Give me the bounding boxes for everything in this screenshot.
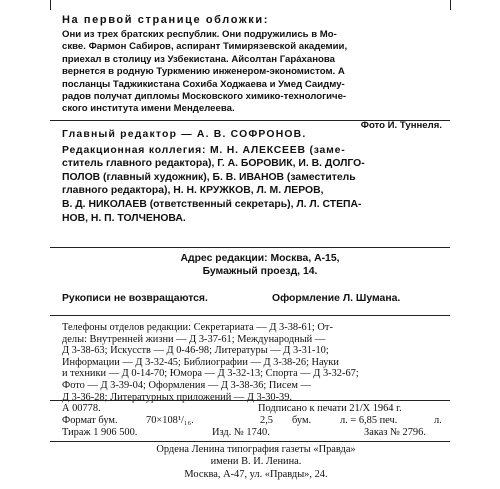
divider	[50, 120, 450, 121]
divider	[50, 315, 450, 316]
phone-line: делы: Внутренней жизни — Д 3-37-61; Международный —	[62, 333, 326, 345]
cover-line: приехал в столицу из Узбекистана. Айсолтан Гарáханова	[62, 53, 335, 65]
editorial-line: НОВ, Н. П. ТОЛЧЕНОВА.	[62, 212, 186, 224]
edition-number: Изд. № 1740.	[212, 426, 270, 438]
cover-line: Они из трех братских республик. Они подружились в Мо-	[62, 29, 337, 40]
address-line: Бумажный проезд, 14.	[202, 266, 318, 277]
divider	[50, 247, 450, 248]
cover-description	[62, 14, 450, 131]
editorial-line: ститель главного редактора), Г. А. БОРОВИК, И. В. ДОЛГО-	[62, 158, 365, 170]
print-sheets-unit: л.	[434, 414, 442, 426]
paper-sheets: 2,5	[260, 414, 273, 426]
top-left-tick	[50, 0, 51, 10]
phone-line: Д 3-38-63; Искусств — Д 0-46-98; Литературы — Д 3-31-10;	[62, 345, 329, 357]
signed-to-print: Подписано к печати 21/X 1964 г.	[258, 403, 402, 414]
cover-heading: На первой странице обложки:	[62, 14, 270, 26]
printer-line: имени В. И. Ленина.	[210, 456, 302, 468]
editorial-line: ПОЛОВ (главный художник), Б. В. ИВАНОВ (заместитель	[62, 171, 356, 183]
manuscripts-note: Рукописи не возвращаются.	[62, 293, 208, 304]
cover-line: вернется в родную Туркмению инженером-экономистом. А	[62, 66, 345, 78]
phone-line: Телефоны отделов редакции: Секретариата — Д 3-38-61; От-	[62, 322, 333, 333]
divider	[50, 441, 450, 442]
pub-row	[62, 415, 450, 427]
phone-line: Д 3-36-28; Литературных приложений — Д 3-30-39.	[62, 391, 293, 403]
paper-label: бум.	[292, 414, 312, 426]
editorial-address	[130, 252, 390, 278]
address-line: Адрес редакции: Москва, А-15,	[180, 253, 340, 264]
format-label: Формат бум.	[62, 414, 118, 426]
cover-line: ского института имени Менделеева.	[62, 103, 235, 115]
editorial-line: В. Д. НИКОЛАЕВ (ответственный секретарь), Л. Л. СТЕПА-	[62, 198, 362, 210]
print-run: Тираж 1 906 500.	[62, 426, 138, 438]
print-sheets: л. = 6,85 печ.	[340, 414, 398, 426]
pub-row	[62, 427, 450, 439]
top-right-tick	[450, 0, 451, 10]
phone-line: Фото — Д 3-39-04; Оформления — Д 3-38-36; Писем —	[62, 379, 311, 391]
pub-row	[62, 403, 450, 415]
phone-directory	[62, 322, 450, 403]
editor-in-chief: Главный редактор — А. В. СОФРОНОВ.	[62, 129, 307, 140]
cover-line: радов получат дипломы Московского химико-технологиче-	[62, 91, 347, 103]
photo-credit: Фото И. Туннеля.	[360, 119, 442, 131]
cover-line: посланцы Таджикистана Сохиба Ходжаева и Умед Саидму-	[62, 78, 345, 90]
publication-details	[62, 403, 450, 438]
editorial-board	[62, 128, 444, 225]
printer-line: Москва, А-47, ул. «Правды», 24.	[184, 468, 328, 480]
printer-line: Ордена Ленина типография газеты «Правда»	[156, 444, 356, 455]
order-code: А 00778.	[62, 403, 101, 414]
cover-line: скве. Фармон Сабиров, аспирант Тимирязевской академии,	[62, 41, 348, 53]
printing-house	[62, 444, 450, 481]
divider	[50, 400, 450, 401]
editorial-line: Редакционная коллегия: М. Н. АЛЕКСЕЕВ (заме-	[62, 144, 346, 156]
order-number: Заказ № 2796.	[364, 426, 426, 438]
format-value: 70×108¹/₁₆.	[146, 414, 194, 426]
phone-line: Информации — Д 3-32-45; Библиографии — Д 3-38-26; Науки	[62, 356, 339, 368]
editorial-line: главного редактора), Н. Н. КРУЖКОВ, Л. М. ЛЕРОВ,	[62, 185, 324, 197]
phone-line: и техники — Д 0-14-70; Юмора — Д 3-32-13; Спорта — Д 3-32-67;	[62, 368, 359, 380]
design-credit: Оформление Л. Шумана.	[272, 293, 401, 304]
